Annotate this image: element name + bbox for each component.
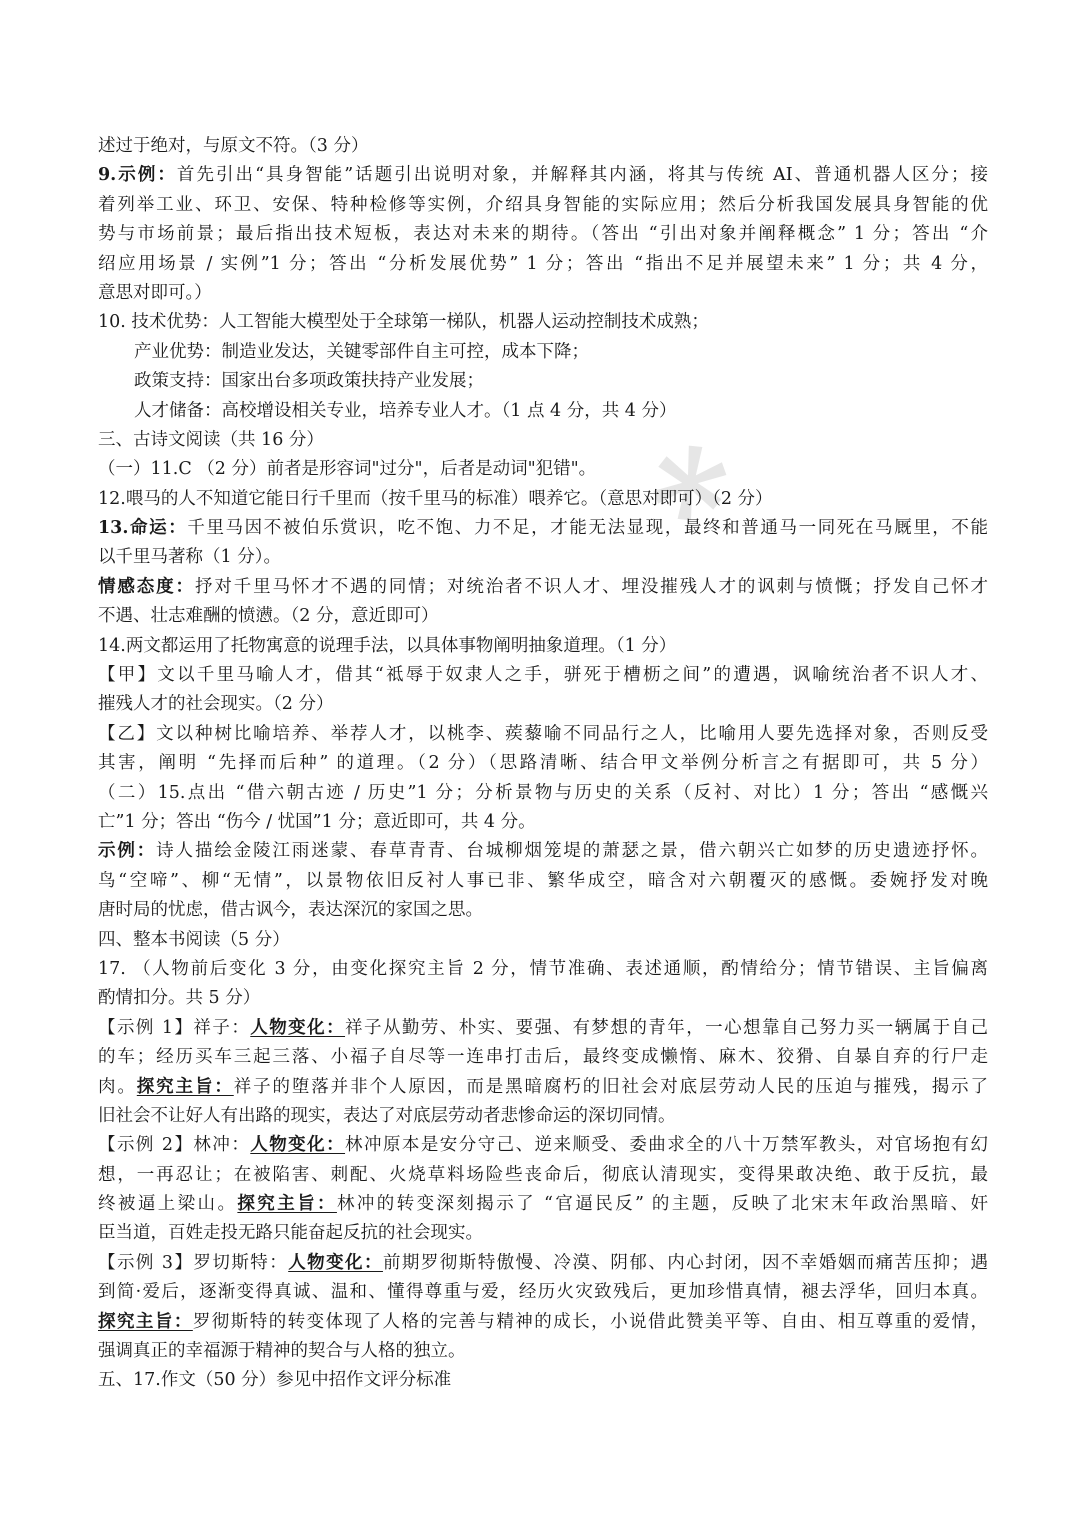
text-line [98,161,988,190]
text-line: 势与市场前景；最后指出技术短板，表达对未来的期待。（答出 “引出对象并阐释概念” 1 分；答出 “介 [98,224,988,245]
text-line: 想，一再忍让；在被陷害、刺配、火烧草料场险些丧命后，彻底认清现实，变得果敢决绝、敢于反抗，最 [98,1164,988,1185]
text-line [98,1131,988,1160]
text-line: 10. 技术优势：人工智能大模型处于全球第一梯队，机器人运动控制技术成熟； [98,312,709,333]
text-line: 12.喂马的人不知道它能日行千里而（按千里马的标准）喂养它。（意思对即可）（2 分） [98,488,773,509]
bold-underline-label: 探究主旨： [98,1311,193,1332]
bold-underline-label: 探究主旨： [136,1076,234,1097]
text-span: 【示例 2】林冲： [98,1135,251,1156]
text-line: 不遇、壮志难酬的愤懑。（2 分，意近即可） [98,606,439,627]
text-line: 臣当道，百姓走投无路只能奋起反抗的社会现实。 [98,1223,483,1244]
text-span: 林冲原本是安分守己、逆来顺受、委曲求全的八十万禁军教头，对官场抱有幻 [345,1135,988,1156]
text-line [98,1190,988,1219]
text-span: 前期罗彻斯特傲慢、冷漠、阴郁、内心封闭，因不幸婚姻而痛苦压抑；遇 [382,1252,988,1273]
text-line: 17. （人物前后变化 3 分，由变化探究主旨 2 分，情节准确、表述通顺，酌情给分；情节错误、主旨偏离 [98,958,988,979]
text-line: 意思对即可。） [98,282,212,303]
text-line [98,1073,988,1102]
text-span: 罗彻斯特的转变体现了人格的完善与精神的成长，小说借此赞美平等、自由、相互尊重的爱情， [192,1311,989,1332]
text-line: 唐时局的忧虑，借古讽今，表达深沉的家国之思。 [98,900,483,921]
answer-document [98,132,988,1396]
text-span: 千里马因不被伯乐赏识，吃不饱、力不足，才能无法显现，最终和普通马一同死在马厩里，不能 [187,518,988,539]
text-line: 其害，阐明 “先择而后种” 的道理。（2 分）（思路清晰、结合甲文举例分析言之有据即可，共 5 分） [98,753,988,774]
watermark: * [615,412,803,584]
text-span: 抒对千里马怀才不遇的同情；对统治者不识人才、埋没摧残人才的讽刺与愤慨；抒发自己怀才 [194,576,989,597]
text-line: 政策支持：国家出台多项政策扶持产业发展； [134,371,484,392]
text-line: 述过于绝对，与原文不符。（3 分） [98,136,369,156]
text-line [98,573,988,602]
text-line: （二）15.点出 “借六朝古迹 / 历史”1 分；分析景物与历史的关系（反衬、对比）1 分；答出 “感慨兴 [98,782,988,803]
text-span: 【示例 1】祥子： [98,1017,251,1038]
text-span: 【示例 3】罗切斯特： [98,1252,289,1273]
section-heading: 四、整本书阅读（5 分） [98,929,290,950]
text-line [98,1014,988,1043]
text-line: 产业优势：制造业发达，关键零部件自主可控，成本下降； [134,341,589,362]
bold-underline-label: 人物变化： [250,1135,346,1156]
section-heading: 三、古诗文阅读（共 16 分） [98,429,324,450]
text-span: 林冲的转变深刻揭示了 “官逼民反” 的主题，反映了北宋末年政治黑暗、奸 [336,1194,988,1215]
bold-underline-label: 探究主旨： [237,1194,337,1215]
text-line: 摧残人才的社会现实。（2 分） [98,694,334,715]
text-line [98,837,988,866]
text-line: 【乙】文以种树比喻培养、举荐人才，以桃李、蒺藜喻不同品行之人，比喻用人要先选择对象，否则反受 [98,723,988,744]
text-line: 酌情扣分。共 5 分） [98,988,261,1009]
question-label: 9.示例： [98,165,177,186]
bold-underline-label: 人物变化： [250,1017,346,1038]
text-span: 终被逼上梁山。 [98,1194,238,1215]
text-line: 14.两文都运用了托物寓意的说理手法，以具体事物阐明抽象道理。（1 分） [98,635,677,656]
text-line: 人才储备：高校增设相关专业，培养专业人才。（1 点 4 分，共 4 分） [134,400,677,421]
text-span: 祥子从勤劳、朴实、要强、有梦想的青年，一心想靠自己努力买一辆属于自己 [345,1017,988,1038]
bold-underline-label: 人物变化： [288,1252,383,1273]
text-line: 的车；经历买车三起三落、小福子自尽等一连串打击后，最终变成懒惰、麻木、狡猾、自暴自弃的行尸走 [98,1047,988,1068]
text-line: （一）11.C （2 分）前者是形容词"过分"，后者是动词"犯错"。 [98,459,597,480]
text-span: 祥子的堕落并非个人原因，而是黑暗腐朽的旧社会对底层劳动人民的压迫与摧残，揭示了 [233,1076,989,1097]
text-span: 肉。 [98,1076,137,1097]
question-label: 情感态度： [98,576,195,597]
text-line: 【甲】文以千里马喻人才，借其“祗辱于奴隶人之手，骈死于槽枥之间”的遭遇，讽喻统治者不识人才、 [98,665,988,686]
text-line: 着列举工业、环卫、安保、特种检修等实例，介绍具身智能的实际应用；然后分析我国发展具身智能的优 [98,194,988,215]
section-heading: 五、17.作文（50 分）参见中招作文评分标准 [98,1370,452,1391]
text-span: 诗人描绘金陵江雨迷蒙、春草青青、台城柳烟笼堤的萧瑟之景，借六朝兴亡如梦的历史遗迹抒怀。 [156,841,989,862]
text-line: 鸟“空啼”、柳“无情”，以景物依旧反衬人事已非、繁华成空，暗含对六朝覆灭的感慨。委婉抒发对晚 [98,870,988,891]
text-span: 首先引出“具身智能”话题引出说明对象，并解释其内涵，将其与传统 AI、普通机器人区分；接 [176,165,988,186]
text-line [98,1308,988,1337]
text-line: 强调真正的幸福源于精神的契合与人格的独立。 [98,1341,466,1362]
text-line: 亡”1 分；答出 “伤今 / 忧国”1 分；意近即可，共 4 分。 [98,811,536,832]
text-line: 到简·爱后，逐渐变得真诚、温和、懂得尊重与爱，经历火灾致残后，更加珍惜真情，褪去浮华，回归本真。 [98,1282,988,1303]
text-line: 旧社会不让好人有出路的现实，表达了对底层劳动者悲惨命运的深切同情。 [98,1105,676,1126]
text-line: 以千里马著称（1 分）。 [98,547,281,568]
text-line: 绍应用场景 / 实例”1 分；答出 “分析发展优势” 1 分；答出 “指出不足并展望未来” 1 分；共 4 分， [98,253,988,274]
text-line [98,1249,988,1278]
question-label: 13.命运： [98,518,188,539]
question-label: 示例： [98,841,157,862]
text-line [98,514,988,543]
